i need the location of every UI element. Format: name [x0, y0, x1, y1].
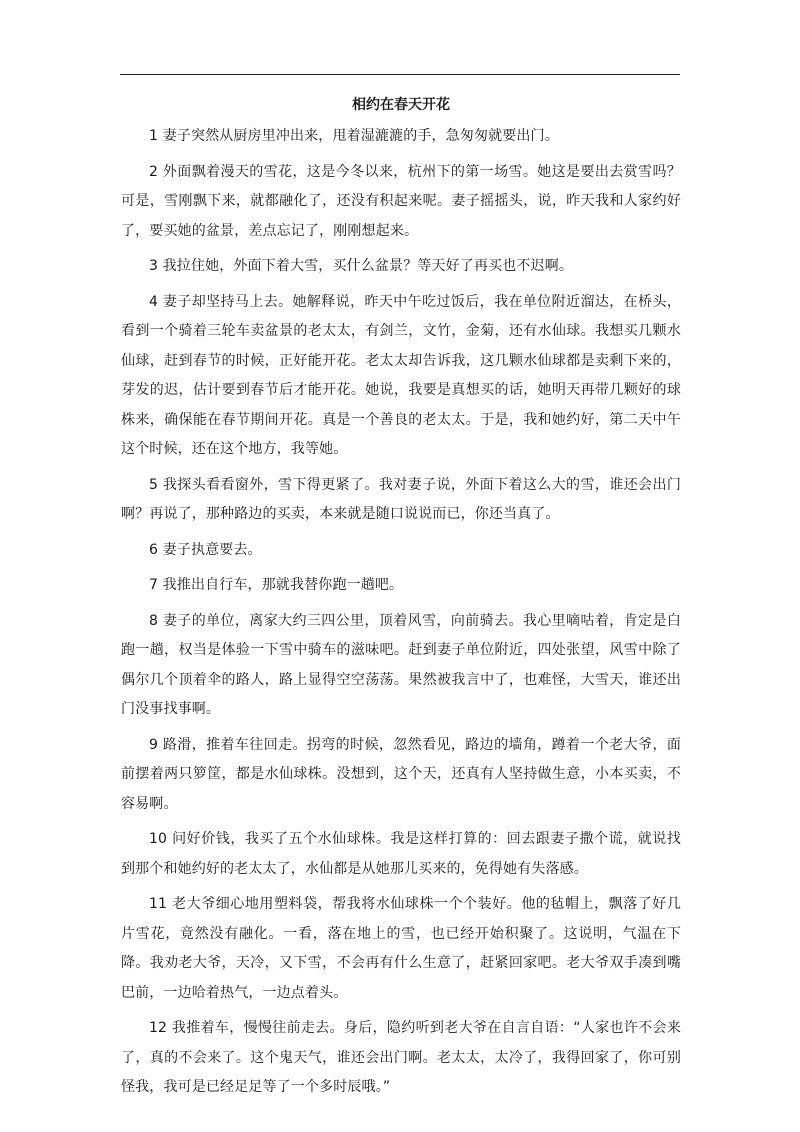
paragraph-1: 1 妻子突然从厨房里冲出来，甩着湿漉漉的手，急匆匆就要出门。: [149, 128, 559, 144]
paragraph-10: 10 问好价钱，我买了五个水仙球株。我是这样打算的：回去跟妻子撒个谎，就说找到那个和她约好的老太太了，水仙都是从她那儿买来的，免得她有失落感。: [121, 831, 681, 877]
article-body: [121, 94, 681, 1109]
article-title: 相约在春天开花: [352, 97, 450, 113]
paragraph-12: 12 我推着车，慢慢往前走去。身后，隐约听到老大爷在自言自语：“人家也许不会来了，真的不会来了。这个鬼天气，谁还会出门啊。老太太，太冷了，我得回家了，你可别怪我，我可是已经足足等了一个多时辰哦。”: [121, 1020, 681, 1095]
paragraph-5: 5 我探头看看窗外，雪下得更紧了。我对妻子说，外面下着这么大的雪，谁还会出门啊？再说了，那种路边的买卖，本来就是随口说说而已，你还当真了。: [121, 476, 681, 522]
paragraph-3: 3 我拉住她，外面下着大雪，买什么盆景？等天好了再买也不迟啊。: [149, 258, 574, 274]
paragraph-7: 7 我推出自行车，那就我替你跑一趟吧。: [149, 577, 404, 593]
paragraph-2: 2 外面飘着漫天的雪花，这是今冬以来，杭州下的第一场雪。她这是要出去赏雪吗？可是，雪刚飘下来，就都融化了，还没有积起来呢。妻子摇摇头，说，昨天我和人家约好了，要买她的盆景，差点忘记了，刚刚想起来。: [121, 163, 681, 239]
paragraph-11: 11 老大爷细心地用塑料袋，帮我将水仙球株一个个装好。他的毡帽上，飘落了好几片雪花，竟然没有融化。一看，落在地上的雪，也已经开始积聚了。这说明，气温在下降。我劝老大爷，天冷，又下雪，不会再有什么生意了，赶紧回家吧。老大爷双手凑到嘴巴前，一边哈着热气，一边点着头。: [121, 896, 681, 1001]
paragraph-8: 8 妻子的单位，离家大约三四公里，顶着风雪，向前骑去。我心里嘀咕着，肯定是白跑一趟，权当是体验一下雪中骑车的滋味吧。赶到妻子单位附近，四处张望，风雪中除了偶尔几个顶着伞的路人，路上显得空空荡荡。果然被我言中了，也难怪，大雪天，谁还出门没事找事啊。: [121, 612, 681, 717]
paragraph-9: 9 路滑，推着车往回走。拐弯的时候，忽然看见，路边的墙角，蹲着一个老大爷，面前摆着两只箩筐，都是水仙球株。没想到，这个天，还真有人坚持做生意，小本买卖，不容易啊。: [121, 736, 681, 812]
paragraph-6: 6 妻子执意要去。: [149, 541, 262, 558]
header-rule: [120, 74, 680, 75]
paragraph-4: 4 妻子却坚持马上去。她解释说，昨天中午吃过饭后，我在单位附近溜达，在桥头，看到一个骑着三轮车卖盆景的老太太，有剑兰，文竹，金菊，还有水仙球。我想买几颗水仙球，赶到春节的时候，正好能开花。老太太却告诉我，这几颗水仙球都是卖剩下来的，芽发的迟，估计要到春节后才能开花。她说，我要是真想买的话，她明天再带几颗好的球株来，确保能在春节期间开花。真是一个善良的老太太。于是，我和她约好，第二天中午这个时候，还在这个地方，我等她。: [121, 293, 681, 457]
